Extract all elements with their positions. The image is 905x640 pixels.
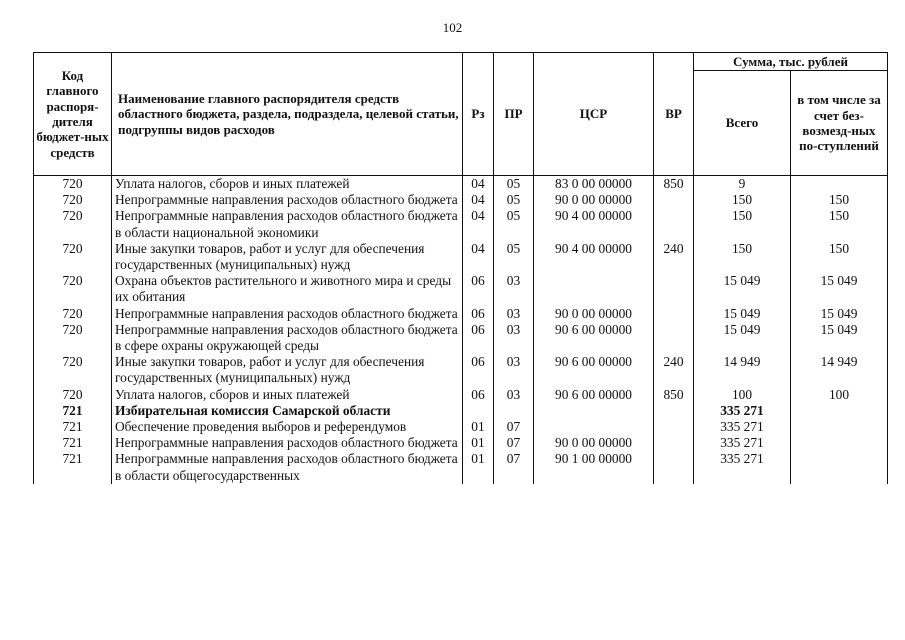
header-pr: ПР <box>494 53 534 176</box>
cell-pr: 07 <box>494 419 534 435</box>
cell-pr: 05 <box>494 241 534 273</box>
cell-rz: 04 <box>463 192 494 208</box>
table-row <box>34 354 888 386</box>
cell-free <box>791 451 888 483</box>
table-row <box>34 241 888 273</box>
cell-total: 14 949 <box>694 354 791 386</box>
cell-name: Иные закупки товаров, работ и услуг для обеспечения государственных (муниципальных) нужд <box>112 354 463 386</box>
cell-total: 335 271 <box>694 451 791 483</box>
cell-vr <box>654 322 694 354</box>
cell-total: 335 271 <box>694 419 791 435</box>
cell-name: Охрана объектов растительного и животного мира и среды их обитания <box>112 273 463 305</box>
cell-vr <box>654 192 694 208</box>
cell-pr: 03 <box>494 322 534 354</box>
cell-csr <box>534 419 654 435</box>
cell-pr: 03 <box>494 354 534 386</box>
table-body <box>34 176 888 484</box>
table-row <box>34 419 888 435</box>
cell-total: 15 049 <box>694 306 791 322</box>
cell-rz: 04 <box>463 176 494 193</box>
cell-total: 335 271 <box>694 403 791 419</box>
cell-rz: 06 <box>463 273 494 305</box>
cell-csr: 90 6 00 00000 <box>534 322 654 354</box>
cell-code: 720 <box>34 241 112 273</box>
cell-rz: 06 <box>463 322 494 354</box>
cell-name: Непрограммные направления расходов областного бюджета в области национальной экономики <box>112 208 463 240</box>
cell-total: 335 271 <box>694 435 791 451</box>
table-row <box>34 176 888 193</box>
cell-pr: 05 <box>494 176 534 193</box>
cell-free <box>791 403 888 419</box>
cell-free <box>791 176 888 193</box>
cell-csr: 90 0 00 00000 <box>534 435 654 451</box>
header-free-receipts: в том числе за счет без-возмезд-ных по-ступлений <box>791 71 888 176</box>
cell-code: 721 <box>34 403 112 419</box>
cell-pr: 03 <box>494 306 534 322</box>
cell-free: 15 049 <box>791 273 888 305</box>
cell-vr: 850 <box>654 176 694 193</box>
cell-pr: 03 <box>494 387 534 403</box>
cell-free: 15 049 <box>791 322 888 354</box>
table-row <box>34 403 888 419</box>
cell-code: 720 <box>34 306 112 322</box>
cell-vr <box>654 306 694 322</box>
cell-free: 14 949 <box>791 354 888 386</box>
cell-rz: 06 <box>463 306 494 322</box>
cell-rz <box>463 403 494 419</box>
cell-vr <box>654 435 694 451</box>
cell-free: 150 <box>791 208 888 240</box>
cell-code: 720 <box>34 176 112 193</box>
cell-rz: 01 <box>463 451 494 483</box>
cell-vr: 240 <box>654 241 694 273</box>
cell-csr <box>534 273 654 305</box>
cell-code: 721 <box>34 419 112 435</box>
cell-name: Обеспечение проведения выборов и референдумов <box>112 419 463 435</box>
cell-pr: 07 <box>494 451 534 483</box>
cell-csr: 90 4 00 00000 <box>534 208 654 240</box>
cell-vr <box>654 208 694 240</box>
cell-vr: 850 <box>654 387 694 403</box>
cell-name: Непрограммные направления расходов областного бюджета <box>112 435 463 451</box>
cell-vr <box>654 451 694 483</box>
cell-total: 15 049 <box>694 322 791 354</box>
page-number: 102 <box>442 20 463 35</box>
cell-vr <box>654 273 694 305</box>
cell-csr: 90 4 00 00000 <box>534 241 654 273</box>
budget-table <box>33 52 888 484</box>
cell-rz: 04 <box>463 208 494 240</box>
cell-csr: 90 6 00 00000 <box>534 387 654 403</box>
table-row <box>34 306 888 322</box>
cell-free: 100 <box>791 387 888 403</box>
table-row <box>34 208 888 240</box>
cell-rz: 01 <box>463 419 494 435</box>
header-name: Наименование главного распорядителя средств областного бюджета, раздела, подраздела, целевой статьи, подгруппы видов расходов <box>112 53 463 176</box>
cell-name: Уплата налогов, сборов и иных платежей <box>112 387 463 403</box>
cell-csr: 83 0 00 00000 <box>534 176 654 193</box>
cell-csr: 90 0 00 00000 <box>534 306 654 322</box>
cell-vr <box>654 419 694 435</box>
cell-pr: 03 <box>494 273 534 305</box>
cell-free <box>791 419 888 435</box>
cell-rz: 06 <box>463 387 494 403</box>
cell-total: 100 <box>694 387 791 403</box>
cell-vr: 240 <box>654 354 694 386</box>
cell-pr: 05 <box>494 192 534 208</box>
cell-code: 720 <box>34 322 112 354</box>
cell-name: Непрограммные направления расходов областного бюджета <box>112 192 463 208</box>
cell-code: 720 <box>34 387 112 403</box>
cell-pr: 05 <box>494 208 534 240</box>
cell-name: Непрограммные направления расходов областного бюджета <box>112 306 463 322</box>
table-header <box>34 53 888 176</box>
table-row <box>34 273 888 305</box>
cell-name: Непрограммные направления расходов областного бюджета в сфере охраны окружающей среды <box>112 322 463 354</box>
header-sum-group: Сумма, тыс. рублей <box>694 53 888 71</box>
table-row <box>34 387 888 403</box>
cell-free: 15 049 <box>791 306 888 322</box>
cell-code: 720 <box>34 354 112 386</box>
cell-free <box>791 435 888 451</box>
header-csr: ЦСР <box>534 53 654 176</box>
cell-name: Непрограммные направления расходов областного бюджета в области общегосударственных <box>112 451 463 483</box>
cell-csr <box>534 403 654 419</box>
table-row <box>34 451 888 483</box>
cell-rz: 01 <box>463 435 494 451</box>
cell-pr <box>494 403 534 419</box>
cell-csr: 90 1 00 00000 <box>534 451 654 483</box>
cell-rz: 06 <box>463 354 494 386</box>
header-total: Всего <box>694 71 791 176</box>
cell-name: Избирательная комиссия Самарской области <box>112 403 463 419</box>
cell-pr: 07 <box>494 435 534 451</box>
cell-code: 720 <box>34 192 112 208</box>
header-vr: ВР <box>654 53 694 176</box>
cell-free: 150 <box>791 192 888 208</box>
header-rz: Рз <box>463 53 494 176</box>
cell-csr: 90 0 00 00000 <box>534 192 654 208</box>
cell-total: 150 <box>694 208 791 240</box>
table-row <box>34 192 888 208</box>
cell-total: 150 <box>694 192 791 208</box>
cell-total: 15 049 <box>694 273 791 305</box>
table-row <box>34 435 888 451</box>
cell-csr: 90 6 00 00000 <box>534 354 654 386</box>
cell-total: 150 <box>694 241 791 273</box>
cell-rz: 04 <box>463 241 494 273</box>
cell-name: Иные закупки товаров, работ и услуг для обеспечения государственных (муниципальных) нужд <box>112 241 463 273</box>
cell-name: Уплата налогов, сборов и иных платежей <box>112 176 463 193</box>
cell-code: 721 <box>34 451 112 483</box>
header-code: Код главного распоря-дителя бюджет-ных средств <box>34 53 112 176</box>
cell-free: 150 <box>791 241 888 273</box>
cell-code: 720 <box>34 273 112 305</box>
cell-vr <box>654 403 694 419</box>
cell-total: 9 <box>694 176 791 193</box>
table-row <box>34 322 888 354</box>
cell-code: 720 <box>34 208 112 240</box>
cell-code: 721 <box>34 435 112 451</box>
